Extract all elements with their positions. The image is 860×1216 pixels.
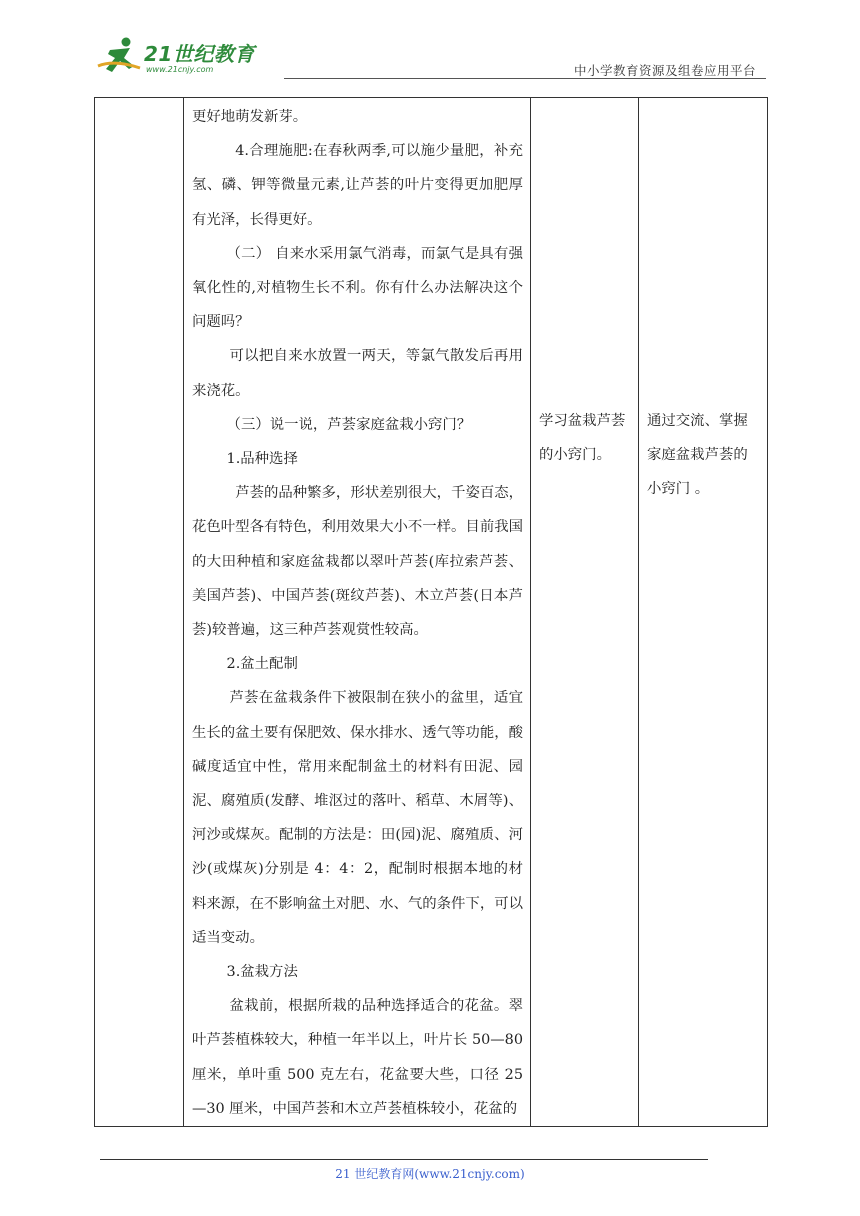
student-activity: [531, 98, 638, 472]
table-row: [95, 98, 768, 1127]
section-heading: （三）说一说，芦荟家庭盆栽小窍门？: [226, 416, 472, 433]
logo-text: 21世纪教育: [144, 42, 255, 66]
footer-divider: [100, 1159, 708, 1160]
paragraph: 芦荟在盆栽条件下被限制在狭小的盆里，适宜生长的盆土要有保肥效、保水排水、透气等功能，酸碱度适宜中性，常用来配制盆土的材料有田泥、园泥、腐殖质(发酵、堆沤过的落叶、稻草、木屑等)、河沙或煤灰。配制的方法是：田(园)泥、腐殖质、河沙(或煤灰)分别是 4：4：2，配制时根据本地的材料来源，在不影响盆土对肥、水、气的条件下，可以适当变动。: [192, 690, 523, 946]
paragraph: 更好地萌发新芽。: [192, 109, 308, 125]
subheading: 1.品种选择: [226, 451, 298, 468]
site-logo: [94, 34, 264, 78]
student-activity-cell: [531, 98, 639, 1127]
paragraph: 芦荟的品种繁多，形状差别很大，千姿百态，花色叶型各有特色，利用效果大小不一样。目前我国的大田种植和家庭盆栽都以翠叶芦荟(库拉索芦荟、美国芦荟)、中国芦荟(斑纹芦荟)、木立芦荟(日本芦荟)较普遍，这三种芦荟观赏性较高。: [192, 485, 524, 639]
paragraph: 可以把自来水放置一两天，等氯气散发后再用来浇花。: [192, 348, 523, 399]
page-header: [94, 28, 766, 80]
paragraph: 4.合理施肥:在春秋两季,可以施少量肥，补充氢、磷、钾等微量元素,让芦荟的叶片变得更加肥厚有光泽，长得更好。: [192, 143, 523, 228]
running-figure-icon: [96, 36, 144, 76]
paragraph: （二） 自来水采用氯气消毒，而氯气是具有强氧化性的,对植物生长不利。你有什么办法解决这个问题吗？: [192, 245, 523, 331]
design-intent-cell: [639, 98, 768, 1127]
student-activity-text: 学习盆栽芦荟的小窍门。: [539, 413, 626, 464]
teaching-content: [184, 98, 530, 1126]
paragraph: 盆栽前，根据所栽的品种选择适合的花盆。翠叶芦荟植株较大，种植一年半以上，叶片长 50—80厘米，单叶重 500 克左右，花盆要大些，口径 25—30 厘米，中国芦荟和木立芦荟植株较小，花盆的: [192, 998, 523, 1117]
header-divider: [284, 78, 766, 79]
subheading: 3.盆栽方法: [226, 964, 298, 981]
stage-cell: [95, 98, 184, 1127]
logo-url: www.21cnjy.com: [146, 65, 214, 74]
footer-link[interactable]: 21 世纪教育网(www.21cnjy.com): [335, 1167, 525, 1181]
design-intent-text: 通过交流、掌握家庭盆栽芦荟的小窍门 。: [647, 413, 748, 498]
subheading: 2.盆土配制: [226, 656, 298, 673]
teaching-content-cell: [184, 98, 531, 1127]
lesson-table: [94, 97, 768, 1127]
design-intent: [639, 98, 767, 507]
platform-name: 中小学教育资源及组卷应用平台: [573, 63, 756, 78]
